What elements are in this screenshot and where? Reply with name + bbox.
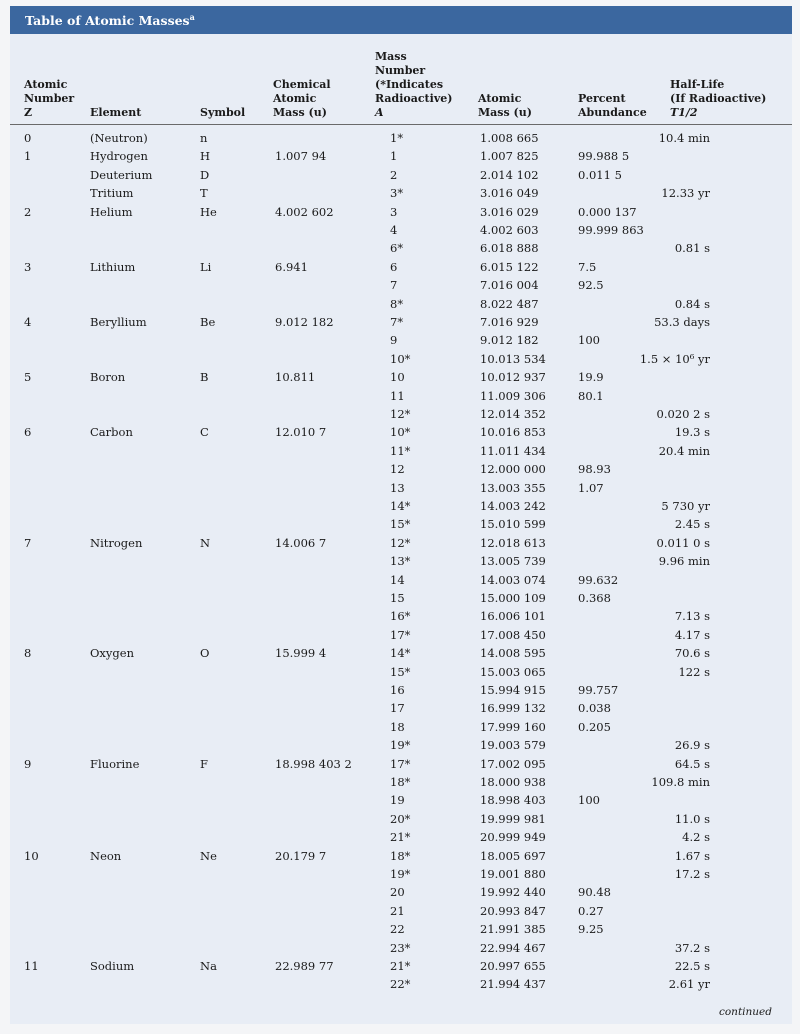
cell-atomic-mass: 1.008 665: [480, 131, 539, 145]
table-row: [10, 975, 792, 993]
cell-mass-number: 14: [390, 572, 405, 587]
cell-mass-number: 16: [390, 683, 405, 697]
cell-mass-number: 21: [390, 903, 405, 918]
cell-abundance: 0.368: [578, 591, 611, 605]
cell-atomic-number: 5: [24, 370, 32, 385]
cell-half-life: 109.8 min: [651, 775, 710, 789]
header-mass-number-line: Mass: [375, 50, 407, 63]
cell-symbol: F: [200, 756, 208, 771]
cell-abundance: 99.632: [578, 572, 619, 587]
cell-abundance: 100: [578, 793, 600, 808]
cell-mass-number: 17*: [390, 756, 411, 771]
cell-chemical-mass: 14.006 7: [275, 535, 327, 550]
cell-abundance: 90.48: [578, 885, 611, 900]
table-row: [10, 258, 792, 276]
cell-mass-number: 9: [390, 333, 398, 348]
cell-abundance: 100: [578, 333, 600, 348]
cell-mass-number: 16*: [390, 609, 411, 624]
table-row: [10, 387, 792, 405]
cell-element: Hydrogen: [90, 149, 148, 164]
cell-abundance: 92.5: [578, 278, 604, 293]
cell-mass-number: 14*: [390, 646, 411, 661]
cell-symbol: C: [200, 425, 209, 440]
table-row: [10, 663, 792, 681]
cell-half-life: 53.3 days: [654, 315, 710, 329]
cell-element: Neon: [90, 848, 122, 863]
cell-symbol: Na: [200, 959, 217, 973]
cell-chemical-mass: 22.989 77: [275, 959, 334, 973]
cell-half-life: 37.2 s: [674, 940, 710, 955]
cell-mass-number: 15*: [390, 517, 411, 532]
cell-chemical-mass: 20.179 7: [275, 848, 327, 863]
cell-atomic-mass: 17.002 095: [480, 756, 546, 771]
cell-atomic-mass: 16.999 132: [480, 701, 546, 716]
cell-abundance: 0.000 137: [578, 204, 637, 219]
cell-symbol: n: [200, 131, 208, 145]
cell-symbol: B: [200, 370, 209, 385]
cell-mass-number: 7*: [390, 315, 404, 329]
cell-chemical-mass: 18.998 403 2: [275, 756, 352, 771]
cell-abundance: 80.1: [578, 388, 604, 403]
table-title-banner: [10, 6, 792, 34]
cell-atomic-mass: 11.011 434: [480, 443, 546, 458]
cell-atomic-mass: 19.001 880: [480, 867, 546, 881]
cell-chemical-mass: 10.811: [275, 370, 316, 385]
header-percent-abundance-line: Percent: [578, 92, 626, 105]
cell-mass-number: 4: [390, 223, 398, 237]
cell-atomic-mass: 15.994 915: [480, 683, 546, 697]
cell-atomic-mass: 17.999 160: [480, 719, 546, 734]
cell-mass-number: 13: [390, 480, 405, 495]
cell-mass-number: 10*: [390, 351, 411, 366]
cell-mass-number: 18*: [390, 775, 411, 789]
cell-element: Carbon: [90, 425, 133, 440]
cell-mass-number: 14*: [390, 499, 411, 513]
cell-symbol: H: [200, 149, 211, 164]
cell-atomic-mass: 15.003 065: [480, 664, 546, 679]
cell-mass-number: 17*: [390, 627, 411, 642]
cell-mass-number: 12: [390, 462, 405, 477]
cell-atomic-mass: 14.003 242: [480, 499, 546, 513]
cell-mass-number: 11*: [390, 443, 411, 458]
cell-half-life: 0.011 0 s: [656, 535, 710, 550]
cell-element: Deuterium: [90, 167, 153, 182]
cell-mass-number: 3: [390, 204, 398, 219]
cell-abundance: 19.9: [578, 370, 604, 385]
table-row: [10, 203, 792, 221]
cell-half-life: 2.61 yr: [668, 977, 710, 992]
table-row: [10, 810, 792, 828]
cell-half-life: 20.4 min: [658, 443, 710, 458]
cell-atomic-mass: 12.014 352: [480, 407, 546, 421]
cell-element: Boron: [90, 370, 126, 385]
cell-atomic-mass: 19.999 981: [480, 811, 546, 826]
cell-abundance: 0.011 5: [578, 167, 622, 182]
cell-symbol: O: [200, 646, 210, 661]
cell-atomic-mass: 13.005 739: [480, 554, 546, 569]
table-row: [10, 166, 792, 184]
cell-atomic-number: 9: [24, 756, 32, 771]
cell-mass-number: 23*: [390, 940, 411, 955]
cell-element: Sodium: [90, 959, 135, 973]
header-chemical-atomic-mass-line: Mass (u): [273, 106, 327, 119]
cell-atomic-mass: 18.000 938: [480, 775, 546, 789]
cell-atomic-mass: 12.000 000: [480, 462, 546, 477]
header-chemical-atomic-mass-line: Chemical: [273, 78, 331, 91]
cell-atomic-mass: 14.008 595: [480, 646, 546, 661]
cell-atomic-mass: 20.993 847: [480, 903, 546, 918]
cell-atomic-mass: 17.008 450: [480, 627, 546, 642]
table-row: [10, 423, 792, 441]
cell-mass-number: 6*: [390, 241, 404, 256]
cell-atomic-mass: 21.994 437: [480, 977, 546, 992]
cell-atomic-mass: 7.016 004: [480, 278, 539, 293]
cell-half-life: 12.33 yr: [661, 186, 710, 201]
cell-mass-number: 13*: [390, 554, 411, 569]
cell-atomic-mass: 21.991 385: [480, 922, 546, 937]
cell-atomic-number: 3: [24, 259, 32, 274]
table-row: [10, 295, 792, 313]
cell-atomic-mass: 3.016 029: [480, 204, 539, 219]
cell-atomic-mass: 20.999 949: [480, 830, 546, 845]
table-row: [10, 534, 792, 552]
cell-mass-number: 1*: [390, 131, 404, 145]
cell-mass-number: 6: [390, 259, 398, 274]
header-element-line: Element: [90, 106, 142, 119]
cell-chemical-mass: 1.007 94: [275, 149, 327, 164]
cell-atomic-number: 0: [24, 131, 32, 145]
cell-abundance: 99.988 5: [578, 149, 630, 164]
cell-half-life: 0.020 2 s: [656, 407, 710, 421]
cell-element: Fluorine: [90, 756, 140, 771]
table-row: [10, 626, 792, 644]
table-row: [10, 313, 792, 331]
header-percent-abundance: [578, 92, 647, 120]
header-half-life-line: T1/2: [670, 106, 698, 119]
header-mass-number: [375, 50, 452, 120]
table-row: [10, 773, 792, 791]
cell-atomic-number: 6: [24, 425, 32, 440]
header-atomic-number: [24, 78, 74, 120]
cell-abundance: 0.27: [578, 903, 604, 918]
cell-symbol: Li: [200, 259, 212, 274]
cell-mass-number: 19*: [390, 867, 411, 881]
cell-atomic-mass: 3.016 049: [480, 186, 539, 201]
header-mass-number-line: Number: [375, 64, 426, 77]
header-divider: [10, 124, 792, 125]
cell-atomic-mass: 2.014 102: [480, 167, 539, 182]
table-row: [10, 147, 792, 165]
cell-symbol: Be: [200, 315, 216, 329]
cell-atomic-mass: 22.994 467: [480, 940, 546, 955]
cell-mass-number: 21*: [390, 959, 411, 973]
header-atomic-number-line: Atomic: [24, 78, 68, 91]
header-mass-number-line: Radioactive): [375, 92, 453, 105]
table-row: [10, 221, 792, 239]
cell-atomic-mass: 9.012 182: [480, 333, 539, 348]
cell-mass-number: 8*: [390, 296, 404, 311]
cell-half-life: 17.2 s: [674, 867, 710, 881]
table-row: [10, 276, 792, 294]
cell-symbol: Ne: [200, 848, 217, 863]
cell-atomic-mass: 19.992 440: [480, 885, 546, 900]
cell-half-life: 2.45 s: [674, 517, 710, 532]
cell-atomic-mass: 10.016 853: [480, 425, 546, 440]
cell-half-life: 64.5 s: [674, 756, 710, 771]
cell-mass-number: 15*: [390, 664, 411, 679]
cell-half-life: 11.0 s: [674, 811, 710, 826]
cell-atomic-number: 2: [24, 204, 32, 219]
table-row: [10, 331, 792, 349]
cell-mass-number: 15: [390, 591, 405, 605]
table-row: [10, 718, 792, 736]
table-row: [10, 552, 792, 570]
cell-chemical-mass: 9.012 182: [275, 315, 334, 329]
table-row: [10, 184, 792, 202]
table-row: [10, 479, 792, 497]
cell-mass-number: 20*: [390, 811, 411, 826]
cell-abundance: 1.07: [578, 480, 604, 495]
cell-atomic-mass: 15.000 109: [480, 591, 546, 605]
cell-mass-number: 12*: [390, 407, 411, 421]
cell-abundance: 0.038: [578, 701, 611, 716]
title-footnote-mark: a: [189, 12, 195, 22]
cell-atomic-mass: 6.015 122: [480, 259, 539, 274]
cell-atomic-mass: 16.006 101: [480, 609, 546, 624]
table-row: [10, 699, 792, 717]
table-row: [10, 239, 792, 257]
cell-element: Oxygen: [90, 646, 134, 661]
cell-half-life: 10.4 min: [658, 131, 710, 145]
cell-half-life: 4.17 s: [674, 627, 710, 642]
cell-half-life: 0.81 s: [674, 241, 710, 256]
cell-atomic-mass: 19.003 579: [480, 738, 546, 753]
cell-abundance: 98.93: [578, 462, 611, 477]
cell-half-life: 9.96 min: [658, 554, 710, 569]
cell-mass-number: 10*: [390, 425, 411, 440]
cell-half-life: 5 730 yr: [661, 499, 710, 513]
table-row: [10, 442, 792, 460]
cell-mass-number: 22*: [390, 977, 411, 992]
cell-atomic-number: 4: [24, 315, 32, 329]
cell-half-life: 7.13 s: [674, 609, 710, 624]
cell-atomic-number: 11: [24, 959, 39, 973]
cell-atomic-mass: 13.003 355: [480, 480, 546, 495]
cell-mass-number: 1: [390, 149, 398, 164]
table-row: [10, 129, 792, 147]
cell-symbol: D: [200, 167, 210, 182]
header-chemical-atomic-mass-line: Atomic: [273, 92, 317, 105]
cell-mass-number: 11: [390, 388, 405, 403]
cell-half-life: 19.3 s: [674, 425, 710, 440]
table-row: [10, 350, 792, 368]
header-atomic-number-line: Z: [24, 106, 33, 119]
cell-half-life: 26.9 s: [674, 738, 710, 753]
header-atomic-mass-line: Mass (u): [478, 106, 532, 119]
cell-abundance: 99.757: [578, 683, 619, 697]
cell-atomic-mass: 6.018 888: [480, 241, 539, 256]
header-symbol-line: Symbol: [200, 106, 246, 119]
table-row: [10, 939, 792, 957]
table-row: [10, 497, 792, 515]
cell-abundance: 99.999 863: [578, 223, 644, 237]
cell-element: Beryllium: [90, 315, 147, 329]
table-row: [10, 902, 792, 920]
cell-half-life: 122 s: [678, 664, 710, 679]
cell-atomic-mass: 8.022 487: [480, 296, 539, 311]
cell-mass-number: 20: [390, 885, 405, 900]
table-row: [10, 515, 792, 533]
cell-mass-number: 17: [390, 701, 405, 716]
cell-element: Helium: [90, 204, 133, 219]
cell-mass-number: 3*: [390, 186, 404, 201]
cell-half-life: 0.84 s: [674, 296, 710, 311]
cell-atomic-number: 10: [24, 848, 39, 863]
header-half-life: [670, 78, 766, 120]
table-row: [10, 589, 792, 607]
cell-atomic-mass: 11.009 306: [480, 388, 546, 403]
cell-atomic-number: 1: [24, 149, 32, 164]
header-half-life-line: Half-Life: [670, 78, 725, 91]
cell-atomic-mass: 12.018 613: [480, 535, 546, 550]
cell-mass-number: 12*: [390, 535, 411, 550]
cell-mass-number: 22: [390, 922, 405, 937]
table-title: [25, 12, 195, 28]
cell-atomic-mass: 10.012 937: [480, 370, 546, 385]
header-symbol: [200, 106, 245, 120]
cell-atomic-mass: 1.007 825: [480, 149, 539, 164]
cell-chemical-mass: 12.010 7: [275, 425, 327, 440]
cell-half-life: 4.2 s: [682, 830, 710, 845]
header-atomic-mass-line: Atomic: [478, 92, 522, 105]
cell-element: Nitrogen: [90, 535, 143, 550]
cell-mass-number: 7: [390, 278, 398, 293]
table-row: [10, 368, 792, 386]
table-row: [10, 644, 792, 662]
cell-atomic-mass: 15.010 599: [480, 517, 546, 532]
cell-abundance: 7.5: [578, 259, 597, 274]
cell-mass-number: 10: [390, 370, 405, 385]
header-mass-number-line: (*Indicates: [375, 78, 444, 91]
cell-half-life: 70.6 s: [674, 646, 710, 661]
table-row: [10, 883, 792, 901]
table-row: [10, 755, 792, 773]
table-row: [10, 681, 792, 699]
cell-atomic-mass: 4.002 603: [480, 223, 539, 237]
cell-symbol: He: [200, 204, 217, 219]
cell-element: (Neutron): [90, 131, 148, 145]
table-title-text: Table of Atomic Masses: [25, 13, 190, 29]
table-row: [10, 957, 792, 975]
cell-chemical-mass: 4.002 602: [275, 204, 334, 219]
table-row: [10, 405, 792, 423]
cell-element: Lithium: [90, 259, 136, 274]
cell-mass-number: 19: [390, 793, 405, 808]
cell-half-life: 22.5 s: [674, 959, 710, 973]
atomic-mass-table: [10, 6, 792, 1024]
header-chemical-atomic-mass: [273, 78, 331, 120]
cell-atomic-mass: 7.016 929: [480, 315, 539, 329]
table-row: [10, 847, 792, 865]
cell-atomic-number: 7: [24, 535, 32, 550]
cell-atomic-mass: 10.013 534: [480, 351, 546, 366]
cell-mass-number: 21*: [390, 830, 411, 845]
header-atomic-number-line: Number: [24, 92, 75, 105]
cell-atomic-mass: 18.005 697: [480, 848, 546, 863]
cell-atomic-mass: 18.998 403: [480, 793, 546, 808]
cell-element: Tritium: [90, 186, 134, 201]
cell-chemical-mass: 6.941: [275, 259, 308, 274]
cell-symbol: N: [200, 535, 211, 550]
header-mass-number-line: A: [375, 106, 384, 119]
table-row: [10, 865, 792, 883]
cell-abundance: 0.205: [578, 719, 611, 734]
table-row: [10, 571, 792, 589]
cell-atomic-mass: 14.003 074: [480, 572, 546, 587]
cell-atomic-mass: 20.997 655: [480, 959, 546, 973]
header-percent-abundance-line: Abundance: [578, 106, 647, 119]
cell-mass-number: 18*: [390, 848, 411, 863]
header-element: [90, 106, 141, 120]
cell-half-life: 1.67 s: [674, 848, 710, 863]
table-row: [10, 920, 792, 938]
continued-note: continued: [718, 1006, 772, 1018]
cell-atomic-number: 8: [24, 646, 32, 661]
table-row: [10, 828, 792, 846]
cell-symbol: T: [200, 186, 208, 201]
cell-half-life: 1.5 × 10⁶ yr: [639, 351, 710, 366]
cell-mass-number: 2: [390, 167, 398, 182]
cell-mass-number: 19*: [390, 738, 411, 753]
cell-abundance: 9.25: [578, 922, 604, 937]
table-row: [10, 460, 792, 478]
table-row: [10, 791, 792, 809]
cell-chemical-mass: 15.999 4: [275, 646, 327, 661]
table-row: [10, 607, 792, 625]
cell-mass-number: 18: [390, 719, 405, 734]
header-atomic-mass: [478, 92, 532, 120]
table-row: [10, 736, 792, 754]
header-half-life-line: (If Radioactive): [670, 92, 767, 105]
